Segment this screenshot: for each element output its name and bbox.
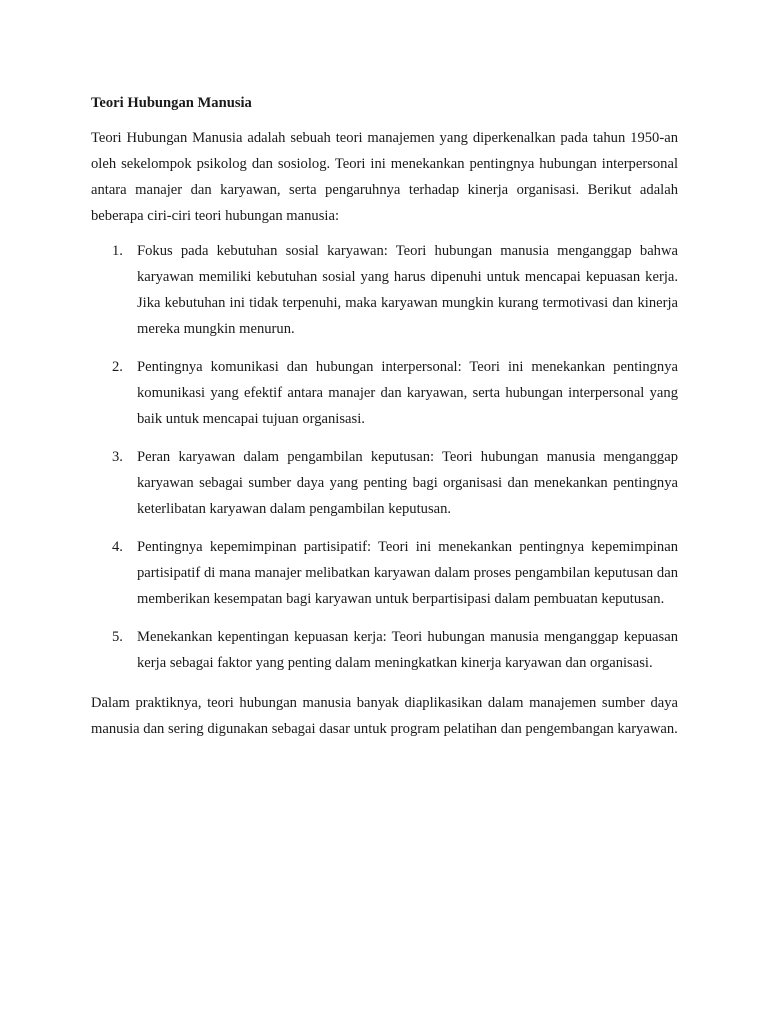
intro-paragraph: Teori Hubungan Manusia adalah sebuah teori manajemen yang diperkenalkan pada tahun 1950-an oleh sekelompok psikolog dan sosiolog. Teori ini menekankan pentingnya hubungan interpersonal antara manajer dan karyawan, serta pengaruhnya terhadap kinerja organisasi. Berikut adalah beberapa ciri-ciri teori hubungan manusia: — [91, 130, 678, 224]
list-item-number: 4. — [112, 539, 123, 555]
list-item — [91, 444, 678, 522]
list-item — [91, 624, 678, 676]
list-item-text: Menekankan kepentingan kepuasan kerja: Teori hubungan manusia menganggap kepuasan kerja sebagai faktor yang penting dalam meningkatkan kinerja karyawan dan organisasi. — [137, 629, 678, 671]
list-item-number: 3. — [112, 449, 123, 465]
list-item — [91, 238, 678, 342]
document-title: Teori Hubungan Manusia — [91, 95, 252, 111]
list-item — [91, 534, 678, 612]
list-item-text: Pentingnya kepemimpinan partisipatif: Teori ini menekankan pentingnya kepemimpinan partisipatif di mana manajer melibatkan karyawan dalam proses pengambilan keputusan dan memberikan kesempatan bagi karyawan untuk berpartisipasi dalam pembuatan keputusan. — [137, 539, 678, 607]
list-item-number: 2. — [112, 359, 123, 375]
list-item-text: Pentingnya komunikasi dan hubungan interpersonal: Teori ini menekankan pentingnya komunikasi yang efektif antara manajer dan karyawan, serta hubungan interpersonal yang baik untuk mencapai tujuan organisasi. — [137, 359, 678, 427]
list-item-text: Peran karyawan dalam pengambilan keputusan: Teori hubungan manusia menganggap karyawan sebagai sumber daya yang penting bagi organisasi dan menekankan pentingnya keterlibatan karyawan dalam pengambilan keputusan. — [137, 449, 678, 517]
characteristics-list — [91, 238, 678, 676]
list-item-number: 5. — [112, 629, 123, 645]
closing-paragraph: Dalam praktiknya, teori hubungan manusia banyak diaplikasikan dalam manajemen sumber daya manusia dan sering digunakan sebagai dasar untuk program pelatihan dan pengembangan karyawan. — [91, 695, 678, 737]
list-item-text: Fokus pada kebutuhan sosial karyawan: Teori hubungan manusia menganggap bahwa karyawan memiliki kebutuhan sosial yang harus dipenuhi untuk mencapai kepuasan kerja. Jika kebutuhan ini tidak terpenuhi, maka karyawan mungkin kurang termotivasi dan kinerja mereka mungkin menurun. — [137, 243, 678, 337]
document-body — [91, 90, 678, 742]
list-item-number: 1. — [112, 243, 123, 259]
list-item — [91, 354, 678, 432]
